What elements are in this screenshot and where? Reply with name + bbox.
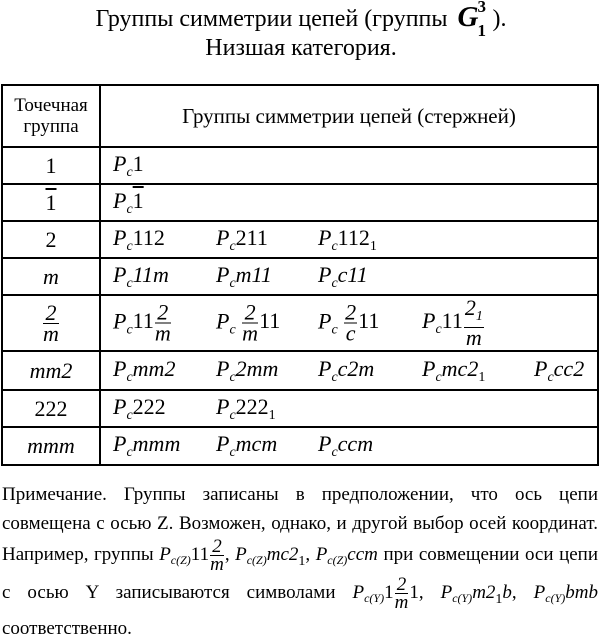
chain-group: $P_cc11$ (318, 261, 368, 291)
table-row (2, 184, 598, 221)
note-group-3: $P_{c(Z)}$ (315, 543, 348, 567)
chain-groups-cell (100, 427, 598, 465)
chain-group: $P_c112$ (113, 224, 165, 254)
chain-group: $P_c1$ (113, 150, 144, 180)
chain-group: $P_c112_1$ (318, 224, 377, 254)
note-group-y1: $P_{c(Y)}$ (352, 581, 385, 605)
table-row (2, 147, 598, 184)
chain-group: $P_c1$ (113, 187, 144, 217)
point-group-cell: 1 (2, 184, 100, 221)
point-group-cell (2, 295, 100, 351)
chain-group: $P_c222$ (113, 393, 166, 423)
table-row (2, 295, 598, 351)
point-group-cell: m (2, 258, 100, 295)
chain-group: $P_c11$ $\frac{2}{m}$ (113, 299, 171, 346)
group-symbol-sup: 3 (477, 0, 487, 16)
table-header-row (2, 85, 598, 147)
chain-group: $P_c11$ $\frac{2_1}{m}$ (422, 295, 483, 350)
chain-groups-cell (100, 258, 598, 295)
group-symbol-sub: 1 (477, 21, 487, 40)
chain-group: $P_c2mm$ (216, 355, 279, 385)
chain-group: $P_cm11$ (216, 261, 272, 291)
table-row (2, 390, 598, 427)
header-chain-groups: Группы симметрии цепей (стержней) (100, 85, 598, 147)
table-row (2, 427, 598, 465)
note-group-2: $P_{c(Z)}$ (235, 543, 267, 567)
group-symbol: G 3 1 (458, 4, 479, 30)
chain-groups-cell (100, 147, 598, 184)
chain-group: $P_cmmm$ (113, 431, 181, 460)
chain-groups-cell (100, 295, 598, 351)
note-group-1: $P_{c(Z)}$ (159, 543, 191, 567)
table-row (2, 351, 598, 390)
chain-groups-cell (100, 221, 598, 258)
chain-group: $P_c211$ (216, 224, 268, 254)
chain-group: $P_cmm2$ (113, 355, 176, 385)
chain-group: $P_c$ $\frac{2}{c}$ 11 (318, 299, 380, 346)
point-group-cell: 1 (2, 147, 100, 184)
table-row (2, 221, 598, 258)
title-close: ). (492, 6, 507, 32)
note-group-y3: $P_{c(Y)}$ (533, 581, 566, 605)
chain-groups-cell (100, 390, 598, 427)
header-point-group: Точечная группа (2, 85, 100, 147)
point-group-cell: mmm (2, 427, 100, 465)
title-line-2: Низшая категория. (205, 35, 397, 61)
chain-group: $P_ccc2$ (534, 355, 585, 385)
chain-group: $P_cc2m$ (318, 355, 375, 385)
point-group-cell: 2 (2, 221, 100, 258)
footnote: Примечание. Группы записаны в предположении, что ось цепи совмещена с осью Z. Возможен, однако, и другой выбор осей координат. Например, группы $P_{c(Z)}11$ $\frac{2}{m}$ , $P_{c(Z)}mc2_1$, $P_{c(Z)}ccm$ при совмещении оси цепи с осью Y записываются символами $P_{c(Y)}1$ $\frac{2}{m}$ 1, $P_{c(Y)}m2_1b$, $P_{c(Y)}bmb$ соответственно. (2, 484, 599, 639)
table-row (2, 258, 598, 295)
title-text: Группы симметрии цепей (группы (95, 6, 448, 32)
note-group-y2: $P_{c(Y)}$ (440, 581, 473, 605)
chain-groups-cell (100, 184, 598, 221)
point-group-cell: mm2 (2, 351, 100, 390)
chain-group: $P_c222_1$ (216, 393, 276, 423)
chain-group: $P_cccm$ (318, 431, 374, 460)
fraction: $\frac{2}{m}$ (43, 299, 59, 346)
chain-group: $P_cmcm$ (216, 431, 278, 460)
title-line-1 (0, 0, 602, 40)
point-group-cell: 222 (2, 390, 100, 427)
chain-group: $P_c$ $\frac{2}{m}$ 11 (216, 299, 281, 346)
chain-group: $P_cmc2_1$ (422, 355, 486, 385)
chain-group: $P_c11m$ (113, 261, 169, 291)
chain-groups-cell (100, 351, 598, 390)
symmetry-table (1, 84, 599, 466)
